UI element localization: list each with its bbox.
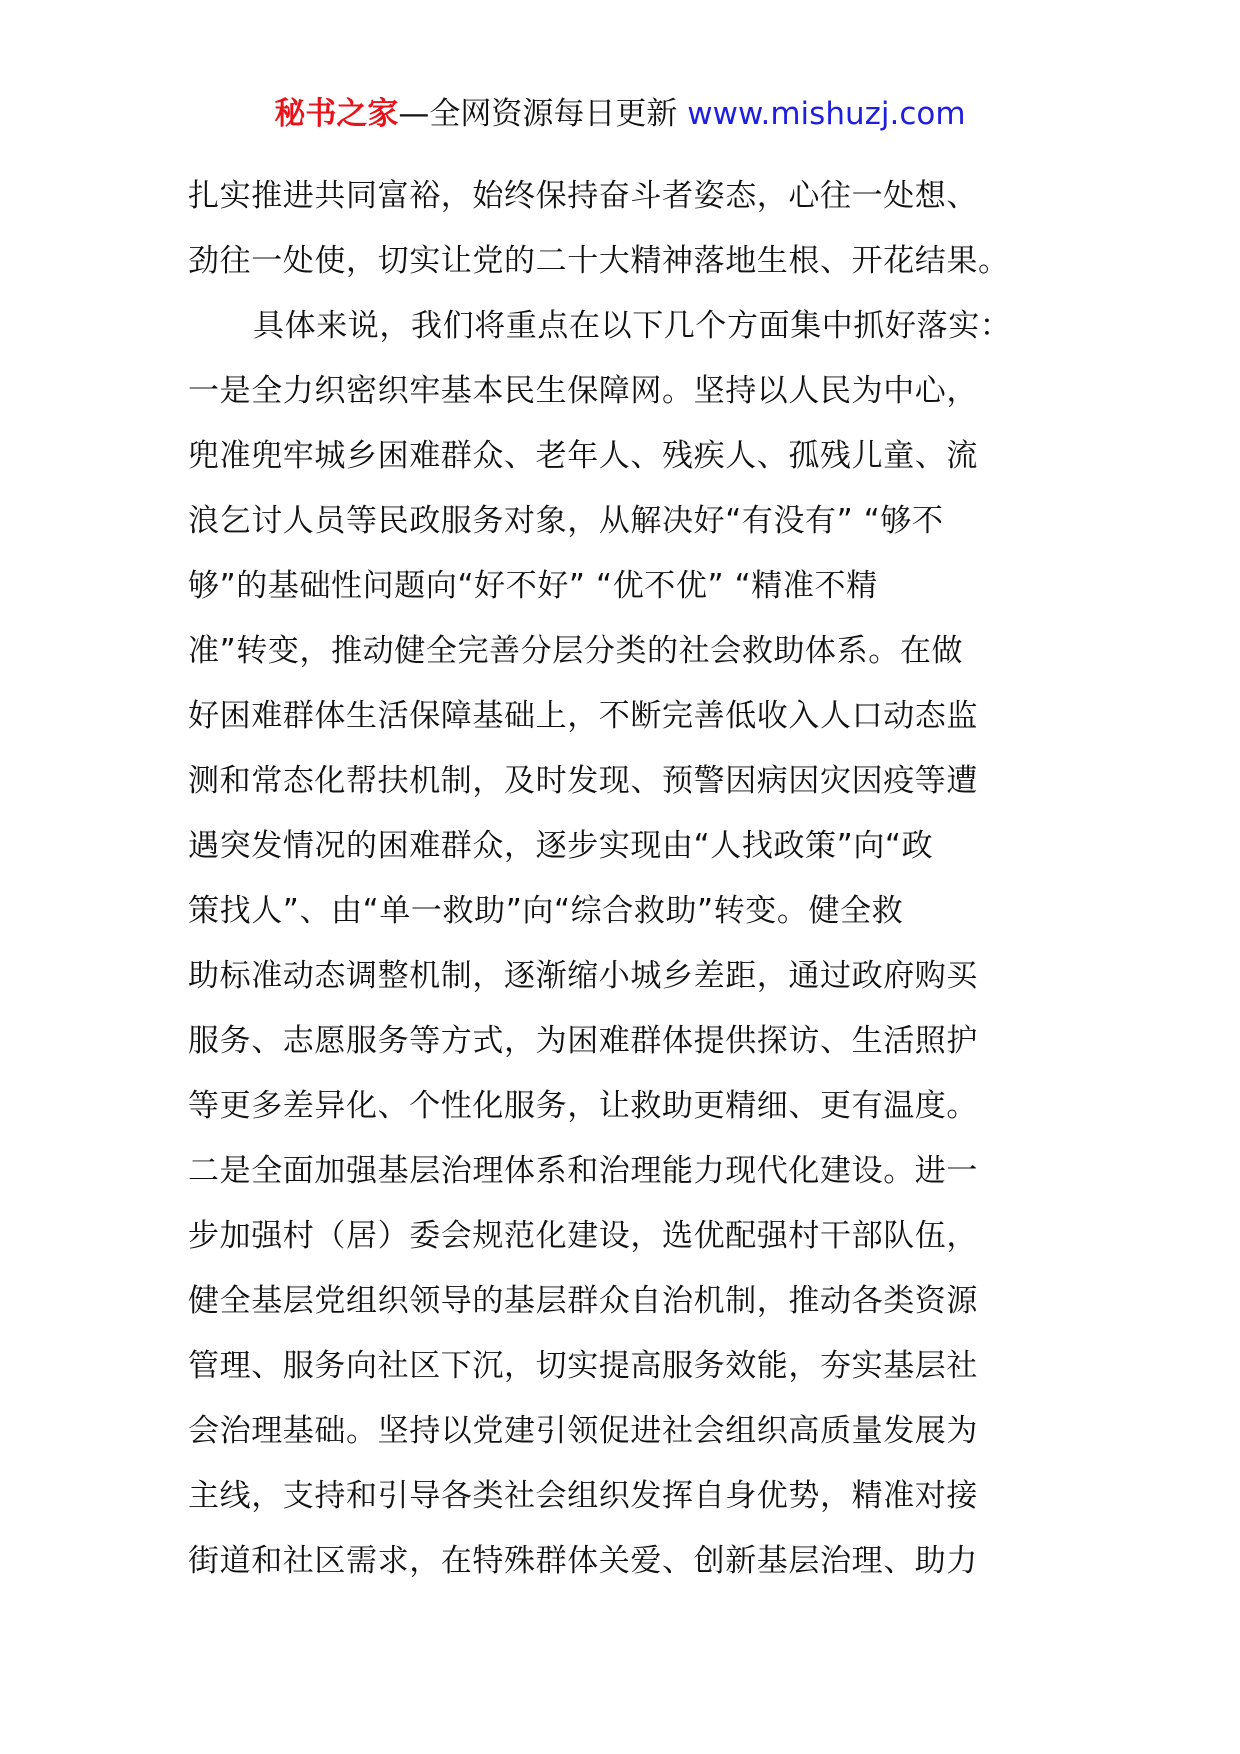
text-line: 一是全力织密织牢基本民生保障网。坚持以人民为中心， [188, 373, 978, 409]
text-line: 测和常态化帮扶机制，及时发现、预警因病因灾因疫等遭 [188, 763, 978, 799]
text-line: 扎实推进共同富裕，始终保持奋斗者姿态，心往一处想、 [188, 178, 978, 214]
text-line: 二是全面加强基层治理体系和治理能力现代化建设。进一 [188, 1153, 978, 1189]
text-line: 准”转变，推动健全完善分层分类的社会救助体系。在做 [188, 633, 964, 669]
header-slogan: —全网资源每日更新 [398, 96, 688, 132]
site-url-link[interactable]: www.mishuzj.com [687, 96, 966, 132]
text-line: 浪乞讨人员等民政服务对象，从解决好“有没有” “够不 [188, 503, 944, 539]
text-line: 劲往一处使，切实让党的二十大精神落地生根、开花结果。 [188, 243, 1010, 279]
text-line: 服务、志愿服务等方式，为困难群体提供探访、生活照护 [188, 1023, 978, 1059]
text-line: 助标准动态调整机制，逐渐缩小城乡差距，通过政府购买 [188, 958, 978, 994]
text-line: 策找人”、由“单一救助”向“综合救助”转变。健全救 [188, 893, 904, 929]
text-line: 步加强村（居）委会规范化建设，选优配强村干部队伍， [188, 1218, 978, 1254]
text-line: 好困难群体生活保障基础上，不断完善低收入人口动态监 [188, 698, 978, 734]
page-header [0, 94, 1240, 134]
text-line: 管理、服务向社区下沉，切实提高服务效能，夯实基层社 [188, 1348, 978, 1384]
text-line: 等更多差异化、个性化服务，让救助更精细、更有温度。 [188, 1088, 978, 1124]
text-line: 遇突发情况的困难群众，逐步实现由“人找政策”向“政 [188, 828, 934, 864]
text-line: 主线，支持和引导各类社会组织发挥自身优势，精准对接 [188, 1478, 978, 1514]
document-body [188, 164, 1058, 1594]
text-line: 兜准兜牢城乡困难群众、老年人、残疾人、孤残儿童、流 [188, 438, 978, 474]
text-line: 够”的基础性问题向“好不好” “优不优” “精准不精 [188, 568, 878, 604]
brand-name: 秘书之家 [274, 96, 399, 132]
text-line: 健全基层党组织领导的基层群众自治机制，推动各类资源 [188, 1283, 978, 1319]
text-line: 会治理基础。坚持以党建引领促进社会组织高质量发展为 [188, 1413, 978, 1449]
text-line: 街道和社区需求，在特殊群体关爱、创新基层治理、助力 [188, 1543, 978, 1579]
paragraph-first-line: 具体来说，我们将重点在以下几个方面集中抓好落实： [253, 308, 1012, 344]
